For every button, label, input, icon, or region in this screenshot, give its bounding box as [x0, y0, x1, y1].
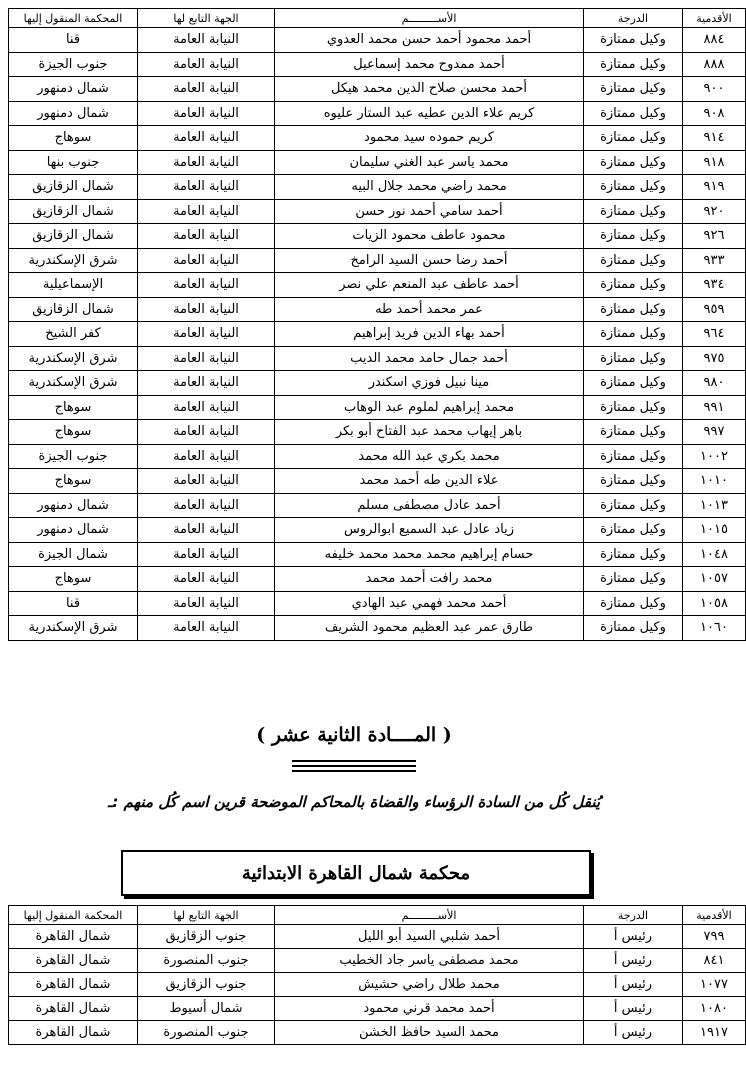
cell-name: حسام إبراهيم محمد محمد محمد خليفه — [275, 542, 584, 567]
cell-seniority: ٧٩٩ — [683, 925, 746, 949]
cell-name: كريم حموده سيد محمود — [275, 126, 584, 151]
header-affiliation: الجهة التابع لها — [138, 9, 275, 28]
cell-seniority: ١٠١٥ — [683, 518, 746, 543]
cell-affiliation: جنوب الزقازيق — [138, 925, 275, 949]
cell-affiliation: النيابة العامة — [138, 175, 275, 200]
table-row — [9, 444, 746, 469]
cell-transfer-court: شمال القاهرة — [9, 1021, 138, 1045]
cell-affiliation: النيابة العامة — [138, 542, 275, 567]
cell-transfer-court: جنوب الجيزة — [9, 444, 138, 469]
cell-affiliation: جنوب المنصورة — [138, 1021, 275, 1045]
cell-degree: وكيل ممتازة — [584, 518, 683, 543]
cell-affiliation: النيابة العامة — [138, 518, 275, 543]
table-row — [9, 518, 746, 543]
cell-affiliation: النيابة العامة — [138, 395, 275, 420]
cell-degree: وكيل ممتازة — [584, 175, 683, 200]
cell-affiliation: النيابة العامة — [138, 224, 275, 249]
table-row — [9, 567, 746, 592]
cell-seniority: ٩٦٤ — [683, 322, 746, 347]
cell-transfer-court: شمال القاهرة — [9, 973, 138, 997]
cell-affiliation: النيابة العامة — [138, 493, 275, 518]
cell-name: محمد مصطفى ياسر جاد الخطيب — [275, 949, 584, 973]
table-row — [9, 1021, 746, 1045]
cell-seniority: ٩٩٧ — [683, 420, 746, 445]
cell-seniority: ١٠٨٠ — [683, 997, 746, 1021]
cell-transfer-court: قنا — [9, 591, 138, 616]
table-row — [9, 126, 746, 151]
cell-degree: وكيل ممتازة — [584, 77, 683, 102]
heading-underline — [292, 770, 416, 772]
cell-seniority: ٩٢٦ — [683, 224, 746, 249]
table-row — [9, 297, 746, 322]
cell-name: أحمد عادل مصطفى مسلم — [275, 493, 584, 518]
cell-seniority: ٩٠٨ — [683, 101, 746, 126]
cell-degree: رئيس أ — [584, 997, 683, 1021]
cell-seniority: ٩٠٠ — [683, 77, 746, 102]
cell-name: محمد إبراهيم لملوم عبد الوهاب — [275, 395, 584, 420]
cell-transfer-court: سوهاج — [9, 420, 138, 445]
cell-degree: وكيل ممتازة — [584, 591, 683, 616]
table-row — [9, 248, 746, 273]
cell-affiliation: النيابة العامة — [138, 567, 275, 592]
cell-name: باهر إيهاب محمد عبد الفتاح أبو بكر — [275, 420, 584, 445]
cell-affiliation: النيابة العامة — [138, 126, 275, 151]
table-row — [9, 371, 746, 396]
cell-affiliation: النيابة العامة — [138, 616, 275, 641]
cell-name: محمد راضي محمد جلال البيه — [275, 175, 584, 200]
table-header-row — [9, 9, 746, 28]
cell-degree: رئيس أ — [584, 1021, 683, 1045]
table-row — [9, 77, 746, 102]
cell-degree: وكيل ممتازة — [584, 493, 683, 518]
cell-name: طارق عمر عبد العظيم محمود الشريف — [275, 616, 584, 641]
cell-affiliation: النيابة العامة — [138, 150, 275, 175]
table-body — [9, 925, 746, 1045]
cell-degree: رئيس أ — [584, 925, 683, 949]
cell-transfer-court: شرق الإسكندرية — [9, 248, 138, 273]
cell-seniority: ٨٨٤ — [683, 28, 746, 53]
cell-degree: وكيل ممتازة — [584, 469, 683, 494]
cell-name: أحمد محمد فهمي عبد الهادي — [275, 591, 584, 616]
header-transfer-court: المحكمة المنقول إليها — [9, 9, 138, 28]
cell-transfer-court: الإسماعيلية — [9, 273, 138, 298]
cell-degree: وكيل ممتازة — [584, 371, 683, 396]
heading-underline — [292, 765, 416, 767]
cell-name: مينا نبيل فوزي اسكندر — [275, 371, 584, 396]
cell-name: أحمد سامي أحمد نور حسن — [275, 199, 584, 224]
cell-seniority: ٩١٤ — [683, 126, 746, 151]
cell-degree: وكيل ممتازة — [584, 395, 683, 420]
cell-name: محمد السيد حافظ الخشن — [275, 1021, 584, 1045]
cell-affiliation: النيابة العامة — [138, 420, 275, 445]
cell-transfer-court: سوهاج — [9, 567, 138, 592]
cell-seniority: ٩٥٩ — [683, 297, 746, 322]
cell-transfer-court: شمال دمنهور — [9, 101, 138, 126]
cell-transfer-court: شمال دمنهور — [9, 77, 138, 102]
cell-transfer-court: كفر الشيخ — [9, 322, 138, 347]
cell-degree: وكيل ممتازة — [584, 199, 683, 224]
cell-seniority: ٩٩١ — [683, 395, 746, 420]
table-row — [9, 101, 746, 126]
cell-affiliation: النيابة العامة — [138, 371, 275, 396]
table-row — [9, 973, 746, 997]
court-title: محكمة شمال القاهرة الابتدائية — [241, 862, 471, 884]
cell-affiliation: شمال أسيوط — [138, 997, 275, 1021]
cell-affiliation: النيابة العامة — [138, 469, 275, 494]
cell-transfer-court: شمال دمنهور — [9, 518, 138, 543]
cell-degree: وكيل ممتازة — [584, 567, 683, 592]
header-degree: الدرجة — [584, 906, 683, 925]
cell-seniority: ٩١٩ — [683, 175, 746, 200]
cell-affiliation: جنوب المنصورة — [138, 949, 275, 973]
court-title-box — [121, 850, 591, 896]
cell-seniority: ١٩١٧ — [683, 1021, 746, 1045]
header-name: الأســـــــــم — [275, 9, 584, 28]
cell-name: علاء الدين طه أحمد محمد — [275, 469, 584, 494]
cell-degree: وكيل ممتازة — [584, 346, 683, 371]
table-header-row — [9, 906, 746, 925]
cell-name: أحمد محسن صلاح الدين محمد هيكل — [275, 77, 584, 102]
cell-degree: وكيل ممتازة — [584, 224, 683, 249]
cell-affiliation: النيابة العامة — [138, 297, 275, 322]
cell-name: أحمد بهاء الدين فريد إبراهيم — [275, 322, 584, 347]
transfers-table-judges — [8, 905, 746, 1045]
cell-degree: وكيل ممتازة — [584, 273, 683, 298]
cell-name: أحمد عاطف عبد المنعم علي نصر — [275, 273, 584, 298]
cell-degree: وكيل ممتازة — [584, 126, 683, 151]
cell-degree: وكيل ممتازة — [584, 444, 683, 469]
cell-affiliation: النيابة العامة — [138, 273, 275, 298]
cell-name: زياد عادل عبد السميع ابوالروس — [275, 518, 584, 543]
cell-degree: رئيس أ — [584, 973, 683, 997]
table-row — [9, 542, 746, 567]
cell-transfer-court: شرق الإسكندرية — [9, 371, 138, 396]
cell-name: كريم علاء الدين عطيه عبد الستار عليوه — [275, 101, 584, 126]
cell-seniority: ٩٧٥ — [683, 346, 746, 371]
table-row — [9, 175, 746, 200]
cell-affiliation: النيابة العامة — [138, 591, 275, 616]
cell-seniority: ١٠٠٢ — [683, 444, 746, 469]
cell-affiliation: النيابة العامة — [138, 101, 275, 126]
cell-affiliation: النيابة العامة — [138, 52, 275, 77]
table-row — [9, 28, 746, 53]
cell-degree: وكيل ممتازة — [584, 101, 683, 126]
cell-transfer-court: جنوب بنها — [9, 150, 138, 175]
cell-transfer-court: شمال الزقازيق — [9, 297, 138, 322]
cell-seniority: ١٠٧٧ — [683, 973, 746, 997]
table-row — [9, 591, 746, 616]
table-row — [9, 420, 746, 445]
cell-transfer-court: سوهاج — [9, 395, 138, 420]
table-row — [9, 199, 746, 224]
cell-degree: وكيل ممتازة — [584, 248, 683, 273]
cell-name: أحمد رضا حسن السيد الرامخ — [275, 248, 584, 273]
header-seniority: الأقدمية — [683, 906, 746, 925]
cell-transfer-court: سوهاج — [9, 126, 138, 151]
cell-affiliation: النيابة العامة — [138, 248, 275, 273]
transfer-statement: يُنقل كُل من السادة الرؤساء والقضاة بالمحاكم الموضحة قرين اسم كُل منهم :ـ — [107, 793, 601, 811]
cell-seniority: ١٠٤٨ — [683, 542, 746, 567]
cell-name: محمد طلال راضي حشيش — [275, 973, 584, 997]
header-degree: الدرجة — [584, 9, 683, 28]
table-row — [9, 469, 746, 494]
table-row — [9, 150, 746, 175]
cell-seniority: ١٠٦٠ — [683, 616, 746, 641]
cell-seniority: ١٠١٠ — [683, 469, 746, 494]
table-row — [9, 224, 746, 249]
cell-seniority: ١٠٥٨ — [683, 591, 746, 616]
cell-degree: وكيل ممتازة — [584, 52, 683, 77]
cell-seniority: ١٠١٣ — [683, 493, 746, 518]
table-row — [9, 52, 746, 77]
cell-name: أحمد ممدوح محمد إسماعيل — [275, 52, 584, 77]
cell-degree: وكيل ممتازة — [584, 420, 683, 445]
heading-underline — [292, 760, 416, 762]
cell-degree: وكيل ممتازة — [584, 542, 683, 567]
table-body — [9, 28, 746, 641]
table-row — [9, 346, 746, 371]
table-row — [9, 493, 746, 518]
header-transfer-court: المحكمة المنقول إليها — [9, 906, 138, 925]
table-row — [9, 949, 746, 973]
cell-seniority: ٩٣٤ — [683, 273, 746, 298]
cell-name: أحمد شلبي السيد أبو الليل — [275, 925, 584, 949]
cell-name: محمود عاطف محمود الزيات — [275, 224, 584, 249]
cell-affiliation: النيابة العامة — [138, 322, 275, 347]
cell-seniority: ٨٤١ — [683, 949, 746, 973]
table-row — [9, 273, 746, 298]
cell-affiliation: النيابة العامة — [138, 77, 275, 102]
cell-degree: وكيل ممتازة — [584, 322, 683, 347]
cell-name: أحمد محمد قرني محمود — [275, 997, 584, 1021]
cell-seniority: ٨٨٨ — [683, 52, 746, 77]
table-row — [9, 997, 746, 1021]
cell-transfer-court: شمال الزقازيق — [9, 199, 138, 224]
cell-seniority: ٩٢٠ — [683, 199, 746, 224]
cell-seniority: ٩١٨ — [683, 150, 746, 175]
cell-name: أحمد جمال حامد محمد الديب — [275, 346, 584, 371]
cell-transfer-court: شمال القاهرة — [9, 949, 138, 973]
cell-degree: وكيل ممتازة — [584, 616, 683, 641]
cell-degree: وكيل ممتازة — [584, 150, 683, 175]
cell-transfer-court: شمال الزقازيق — [9, 224, 138, 249]
cell-transfer-court: شرق الإسكندرية — [9, 616, 138, 641]
cell-transfer-court: شمال القاهرة — [9, 925, 138, 949]
cell-affiliation: النيابة العامة — [138, 199, 275, 224]
cell-seniority: ١٠٥٧ — [683, 567, 746, 592]
table-row — [9, 322, 746, 347]
cell-transfer-court: شمال الجيزة — [9, 542, 138, 567]
header-name: الأســـــــــم — [275, 906, 584, 925]
cell-name: محمد رافت أحمد محمد — [275, 567, 584, 592]
cell-seniority: ٩٣٣ — [683, 248, 746, 273]
cell-degree: رئيس أ — [584, 949, 683, 973]
cell-transfer-court: شمال دمنهور — [9, 493, 138, 518]
cell-affiliation: النيابة العامة — [138, 444, 275, 469]
cell-transfer-court: جنوب الجيزة — [9, 52, 138, 77]
cell-transfer-court: قنا — [9, 28, 138, 53]
transfers-table-prosecution — [8, 8, 746, 641]
table-row — [9, 925, 746, 949]
cell-transfer-court: شرق الإسكندرية — [9, 346, 138, 371]
cell-name: محمد ياسر عبد الغني سليمان — [275, 150, 584, 175]
cell-affiliation: النيابة العامة — [138, 346, 275, 371]
header-seniority: الأقدمية — [683, 9, 746, 28]
cell-affiliation: النيابة العامة — [138, 28, 275, 53]
table-row — [9, 616, 746, 641]
article-heading: ( المــــادة الثانية عشر ) — [256, 724, 452, 746]
cell-degree: وكيل ممتازة — [584, 28, 683, 53]
cell-name: عمر محمد أحمد طه — [275, 297, 584, 322]
cell-name: أحمد محمود أحمد حسن محمد العدوي — [275, 28, 584, 53]
cell-name: محمد بكري عبد الله محمد — [275, 444, 584, 469]
cell-transfer-court: سوهاج — [9, 469, 138, 494]
cell-affiliation: جنوب الزقازيق — [138, 973, 275, 997]
cell-transfer-court: شمال القاهرة — [9, 997, 138, 1021]
cell-seniority: ٩٨٠ — [683, 371, 746, 396]
cell-degree: وكيل ممتازة — [584, 297, 683, 322]
table-row — [9, 395, 746, 420]
header-affiliation: الجهة التابع لها — [138, 906, 275, 925]
cell-transfer-court: شمال الزقازيق — [9, 175, 138, 200]
